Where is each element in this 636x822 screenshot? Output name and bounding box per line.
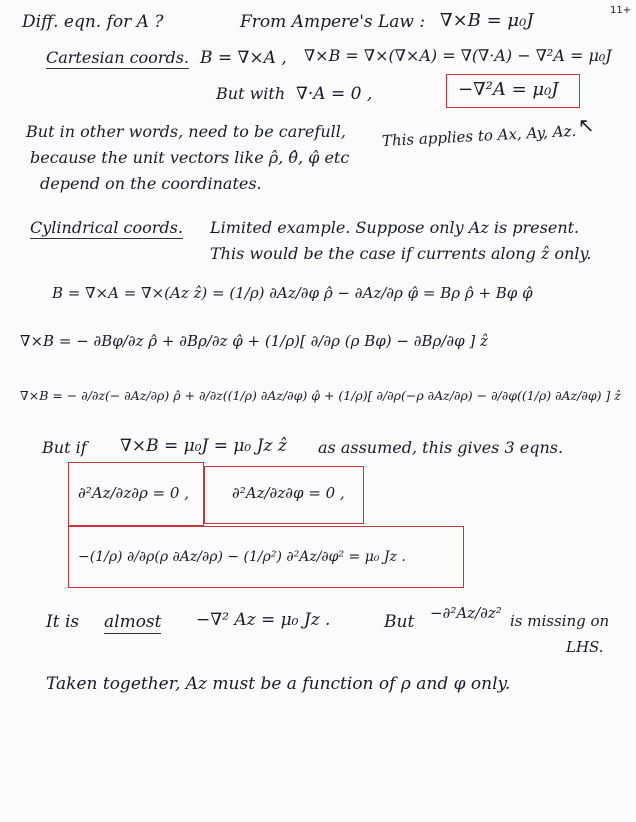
caution-line-1: But in other words, need to be carefull, (26, 122, 346, 141)
but-label: But (384, 612, 415, 632)
equation-1: ∂²Az/∂z∂ρ = 0 , (78, 484, 189, 502)
assumed-equation: ∇×B = μ₀J = μ₀ Jz ẑ (120, 436, 287, 456)
equation-2: ∂²Az/∂z∂φ = 0 , (232, 484, 345, 502)
almost-equation: −∇² Az = μ₀ Jz . (196, 610, 331, 630)
cartesian-eq-curl: ∇×B = ∇×(∇×A) = ∇(∇·A) − ∇²A = μ₀J (304, 46, 612, 65)
boxed-result-eq: −∇²A = μ₀J (458, 79, 559, 100)
heading-question: Diff. eqn. for A ? (22, 12, 164, 32)
final-statement: Taken together, Az must be a function of ρ and φ only. (46, 674, 511, 694)
arrow-icon: ↑ (571, 111, 601, 141)
cartesian-but-with: But with (216, 84, 286, 103)
caution-line-2: because the unit vectors like ρ̂, θ̂, φ̂ etc (30, 148, 350, 167)
equation-curl-b: ∇×B = − ∂Bφ/∂z ρ̂ + ∂Bρ/∂z φ̂ + (1/ρ)[ ∂/∂ρ (ρ Bφ) − ∂Bρ/∂φ ] ẑ (20, 332, 488, 350)
gives-three-equations: as assumed, this gives 3 eqns. (318, 438, 564, 457)
almost-word: almost (104, 612, 162, 632)
missing-term: −∂²Az/∂z² (430, 604, 502, 622)
heading-amperes-law: From Ampere's Law : (240, 12, 426, 32)
but-if-label: But if (42, 438, 87, 457)
cylindrical-label: Cylindrical coords. (30, 218, 183, 237)
cartesian-label: Cartesian coords. (46, 48, 189, 67)
almost-prefix: It is (46, 612, 80, 632)
cylindrical-line-1: Limited example. Suppose only Az is present. (210, 218, 580, 237)
cartesian-gauge: ∇·A = 0 , (296, 84, 373, 104)
cylindrical-line-2: This would be the case if currents along ẑ only. (210, 244, 592, 263)
equation-3: −(1/ρ) ∂/∂ρ(ρ ∂Az/∂ρ) − (1/ρ²) ∂²Az/∂φ² = μ₀ Jz . (78, 549, 406, 565)
missing-text: is missing on (510, 612, 610, 630)
heading-amperes-equation: ∇×B = μ₀J (440, 10, 534, 31)
equation-curl-b-expanded: ∇×B = − ∂/∂z(− ∂Az/∂ρ) ρ̂ + ∂/∂z((1/ρ) ∂Az/∂φ) φ̂ + (1/ρ)[ ∂/∂ρ(−ρ ∂Az/∂ρ) − ∂/∂φ((1/ρ) ∂Az/∂φ) ] ẑ (20, 388, 621, 403)
caution-line-3: depend on the coordinates. (40, 174, 262, 193)
page-number: 11+ (610, 5, 632, 16)
equation-b-field: B = ∇×A = ∇×(Az ẑ) = (1/ρ) ∂Az/∂φ ρ̂ − ∂Az/∂ρ φ̂ = Bρ ρ̂ + Bφ φ̂ (52, 284, 533, 302)
cartesian-eq-b: B = ∇×A , (200, 48, 287, 68)
lhs-label: LHS. (566, 638, 604, 656)
applies-note: This applies to Ax, Ay, Az. (381, 121, 577, 150)
